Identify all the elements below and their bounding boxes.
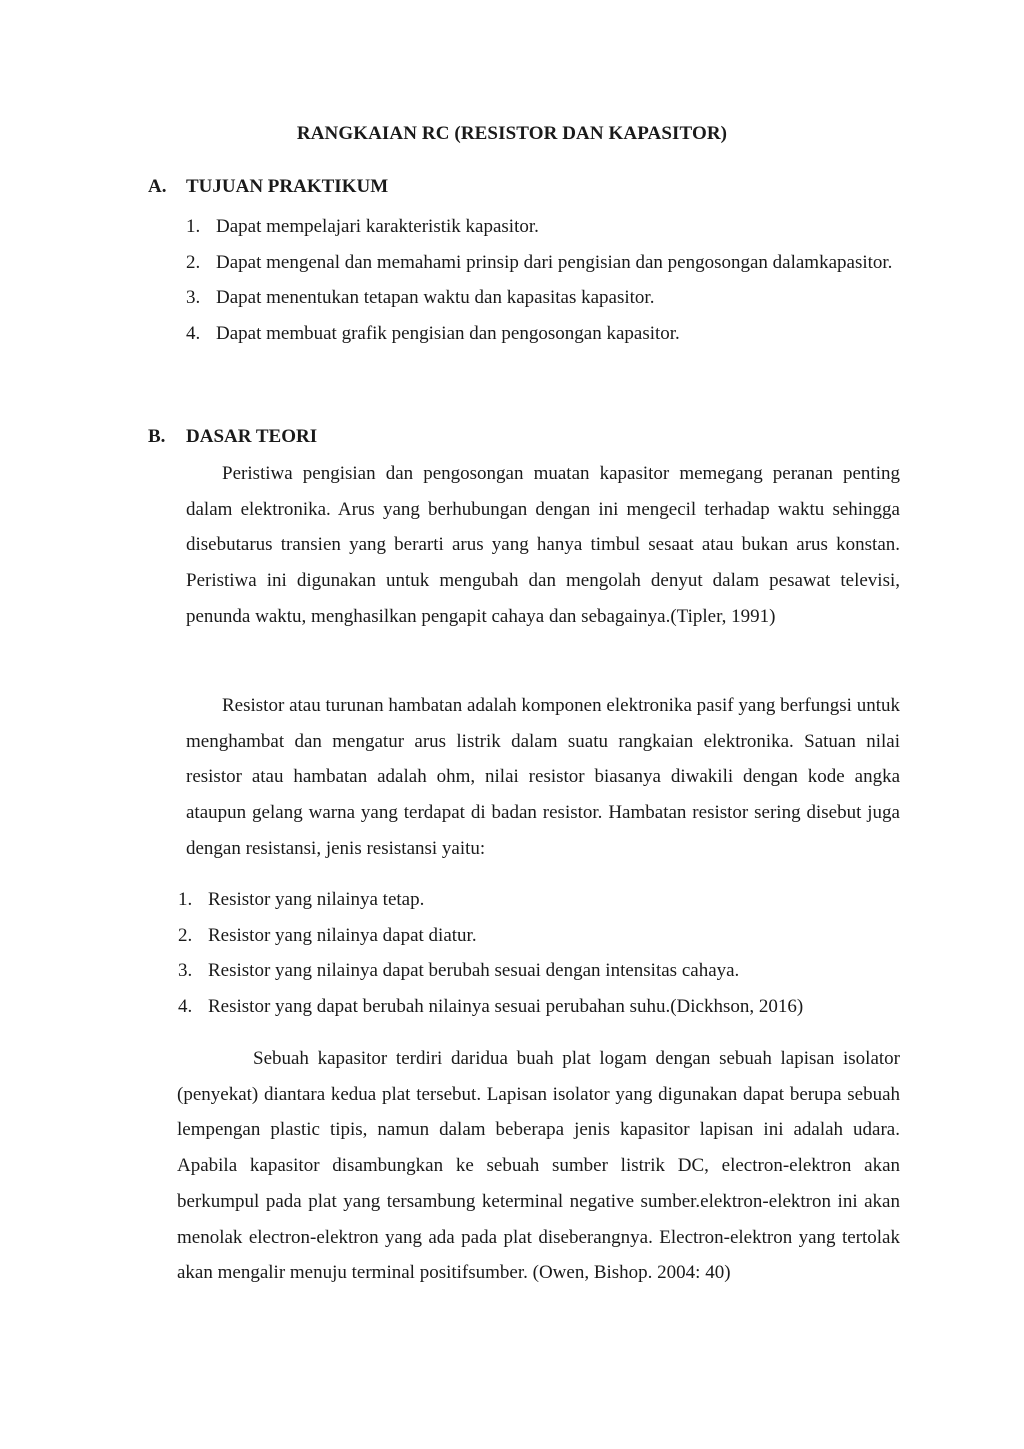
section-b-heading bbox=[148, 426, 317, 448]
resistor-type-text: Resistor yang dapat berubah nilainya sesuai perubahan suhu.(Dickhson, 2016) bbox=[208, 995, 804, 1017]
goal-item bbox=[186, 280, 900, 316]
resistor-type-text: Resistor yang nilainya dapat diatur. bbox=[208, 924, 477, 946]
goal-text: Dapat mempelajari karakteristik kapasitor. bbox=[216, 216, 539, 237]
goal-item bbox=[186, 209, 900, 245]
resistor-type-item bbox=[178, 953, 900, 989]
section-a-title: TUJUAN PRAKTIKUM bbox=[186, 176, 389, 197]
theory-paragraph-1: Peristiwa pengisian dan pengosongan muatan kapasitor memegang peranan penting dalam elektronika. Arus yang berhubungan dengan ini mengecil terhadap waktu sehingga disebutarus transien yang berarti arus yang hanya timbul sesaat atau bukan arus konstan. Peristiwa ini digunakan untuk mengubah dan mengolah denyut dalam pesawat televisi, penunda waktu, menghasilkan pengapit cahaya dan sebagainya.(Tipler, 1991) bbox=[186, 463, 900, 627]
resistor-type-item bbox=[178, 882, 900, 918]
resistor-type-text: Resistor yang nilainya tetap. bbox=[208, 889, 425, 910]
resistor-type-number: 4. bbox=[178, 995, 193, 1017]
resistor-type-item bbox=[178, 918, 900, 954]
theory-paragraph-3: Sebuah kapasitor terdiri daridua buah plat logam dengan sebuah lapisan isolator (penyekat) diantara kedua plat tersebut. Lapisan isolator yang digunakan dapat berupa sebuah lempengan plastic tipis, namun dalam beberapa jenis kapasitor lapisan ini adalah udara. Apabila kapasitor disambungkan ke sebuah sumber listrik DC, electron-elektron akan berkumpul pada plat yang tersambung keterminal negative sumber.elektron-elektron ini akan menolak electron-elektron yang ada pada plat diseberangnya. Electron-elektron yang tertolak akan mengalir menuju terminal positifsumber. (Owen, Bishop. 2004: 40) bbox=[177, 1048, 900, 1284]
goal-text: Dapat membuat grafik pengisian dan pengosongan kapasitor. bbox=[216, 322, 680, 344]
goal-number: 3. bbox=[186, 287, 201, 308]
resistor-type-number: 1. bbox=[178, 889, 193, 910]
goal-number: 4. bbox=[186, 322, 201, 344]
resistor-type-number: 2. bbox=[178, 924, 193, 946]
section-a-heading bbox=[148, 176, 388, 198]
resistor-type-item bbox=[178, 989, 900, 1025]
goal-text: Dapat menentukan tetapan waktu dan kapasitas kapasitor. bbox=[216, 287, 655, 308]
resistor-type-number: 3. bbox=[178, 960, 193, 981]
section-b-title: DASAR TEORI bbox=[186, 426, 318, 447]
goal-item bbox=[186, 245, 900, 281]
goal-number: 2. bbox=[186, 251, 201, 273]
resistor-type-text: Resistor yang nilainya dapat berubah sesuai dengan intensitas cahaya. bbox=[208, 960, 740, 981]
document-title: RANGKAIAN RC (RESISTOR DAN KAPASITOR) bbox=[296, 123, 728, 144]
goal-number: 1. bbox=[186, 216, 201, 237]
goal-item bbox=[186, 316, 900, 352]
section-a-letter: A. bbox=[148, 176, 167, 197]
goal-text: Dapat mengenal dan memahami prinsip dari pengisian dan pengosongan dalamkapasitor. bbox=[216, 251, 893, 273]
section-b-letter: B. bbox=[148, 426, 166, 447]
goals-list bbox=[186, 209, 900, 351]
theory-paragraph-2: Resistor atau turunan hambatan adalah komponen elektronika pasif yang berfungsi untuk menghambat dan mengatur arus listrik dalam suatu rangkaian elektronika. Satuan nilai resistor atau hambatan adalah ohm, nilai resistor biasanya diwakili dengan kode angka ataupun gelang warna yang terdapat di badan resistor. Hambatan resistor sering disebut juga dengan resistansi, jenis resistansi yaitu: bbox=[186, 695, 900, 859]
resistor-types-list bbox=[178, 882, 900, 1024]
